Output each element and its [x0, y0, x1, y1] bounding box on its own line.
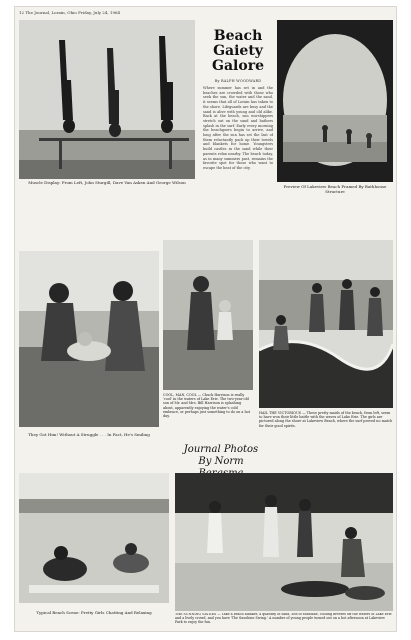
photo-credit-line2: By Norm: [198, 456, 244, 467]
photo-cool-man-art: [163, 240, 253, 390]
photo-typical-beach: [19, 473, 169, 603]
story-body: Where summer has set in and the beaches are crowded with those who seek the sun, the water and the sand, it seems that all of Lorain has taken to the shore. Lifeguards are busy and the sand is alive with young and old alike. Back at the beach, sun worshippers stretch out on the sand and bathers splash in the surf. Early every morning the beachgoers begin to arrive, and long after the sun has set the last of them reluctantly pack up their towels and blankets for home. Youngsters build castles in the sand while their parents relax nearby. The beach today, as in many summers past, remains the favorite spot for those who want to escape the heat of the city.: [203, 86, 273, 170]
photo-lakeview-preview: [277, 20, 393, 182]
caption-typical: Typical Beach Scene: Pretty Girls Chatting And Relaxing: [36, 610, 152, 615]
caption-muscle: Muscle Display: From Left, John Sturgill, Dave Van Asken And George Wilson: [28, 180, 186, 185]
story-headline: Beach Gaiety Galore: [212, 28, 264, 74]
photo-struggle: [19, 251, 159, 427]
photo-cool-man: [163, 240, 253, 390]
photo-victorious-art: [259, 240, 393, 408]
caption-preview: Preview Of Lakeview Beach Framed By Bathhouse Structure: [283, 184, 387, 194]
caption-struggle: They Got Him! Without A Struggle . . . In Fact, He's Smiling: [28, 432, 150, 437]
caption-victorious: HAIL THE VICTORIOUS — These pretty maids of the beach, from left, seem to have won their little battle with the waves of Lake Erie. The girls are pictured along the shore at Lakeview Beach, where the surf proved no match for their good spirits.: [259, 411, 393, 428]
photo-muscle-display-art: [19, 20, 195, 179]
story-byline: By RALPH WOODWARD: [214, 79, 262, 83]
caption-cool: COOL, MAN, COOL — Chuck Harrison is really 'cool' in the waters of Lake Erie. The two-year-old son of Mr. and Mrs. Bill Harrison is splashing about, apparently enjoying the water's cold embrace, or perhaps just something to do on a hot day.: [163, 393, 251, 419]
photo-sunning-sixties-art: [175, 473, 393, 611]
photo-struggle-art: [19, 251, 159, 427]
photo-victorious: [259, 240, 393, 408]
photo-typical-beach-art: [19, 473, 169, 603]
page-runhead: 12 The Journal, Lorain, Ohio Friday, July 24, 1964: [19, 10, 121, 15]
photo-credit-line1: Journal Photos: [183, 444, 259, 455]
newspaper-page: [14, 6, 397, 632]
photo-sunning-sixties: [175, 473, 393, 611]
photo-muscle-display: [19, 20, 195, 179]
photo-lakeview-preview-art: [277, 20, 393, 182]
caption-sunning: THE SUNNING SIXTIES — Take a beach blanket, a quantity of sand, lots of sunshine, cooling breezes off the waters of Lake Erie and a lively crowd, and you have 'The Sunshine Swing.' A number of young people turned out on a hot afternoon at Lakeview Park to enjoy the fun.: [175, 613, 392, 624]
